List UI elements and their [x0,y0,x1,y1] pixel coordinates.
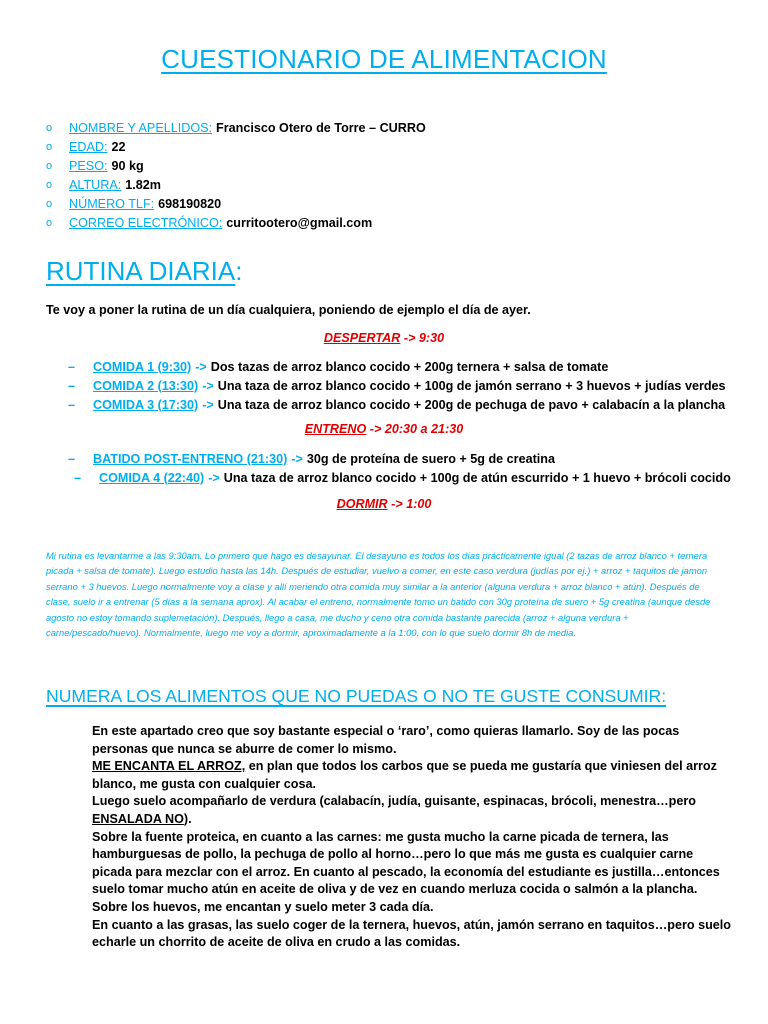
foods-paragraph-2 [92,758,732,793]
info-label: NOMBRE Y APELLIDOS: [69,120,213,135]
routine-heading [46,256,242,287]
bullet-icon: o [46,159,53,172]
sleep-value: -> 1:00 [387,497,432,511]
info-label: NÚMERO TLF: [69,196,155,211]
foods-paragraph-5: Sobre los huevos, me encantan y suelo meter 3 cada día. [92,899,434,914]
info-value: 22 [111,139,126,154]
meal-label: COMIDA 3 (17:30) [93,397,199,412]
dash-icon: – [68,359,76,374]
meal-value: Dos tazas de arroz blanco cocido + 200g ternera + salsa de tomate [210,359,609,374]
meal-value: Una taza de arroz blanco cocido + 100g de jamón serrano + 3 huevos + judías verdes [217,378,726,393]
meal-item-3 [68,395,726,414]
info-item-name [46,118,426,137]
sleep-label: DORMIR [336,497,388,511]
wake-label: DESPERTAR [323,331,401,345]
meals-list-1 [68,357,726,414]
foods-paragraph-6: En cuanto a las grasas, las suelo coger de la ternera, huevos, atún, jamón serrano en taquitos…pero suelo echarle un chorrito de aceite de oliva en crudo a las comidas. [92,917,731,950]
info-item-weight [46,156,426,175]
arrow-icon: -> [291,451,303,466]
meal-label: COMIDA 1 (9:30) [93,359,192,374]
dash-icon: – [74,470,82,485]
foods-salad-emphasis: ENSALADA NO [92,811,184,826]
routine-heading-text: RUTINA DIARIA [46,256,236,286]
info-value: 1.82m [125,177,161,192]
meal-item-2 [68,376,726,395]
info-value: Francisco Otero de Torre – CURRO [216,120,426,135]
meal-label: BATIDO POST-ENTRENO (21:30) [93,451,288,466]
foods-rice-emphasis: ME ENCANTA EL ARROZ, [92,759,246,774]
info-item-email [46,213,426,232]
foods-heading: NUMERA LOS ALIMENTOS QUE NO PUEDAS O NO TE GUSTE CONSUMIR: [46,686,667,706]
bullet-icon: o [46,197,53,210]
wake-value: -> 9:30 [400,331,445,345]
bullet-icon: o [46,178,53,191]
training-value: -> 20:30 a 21:30 [366,422,464,436]
info-label: EDAD: [69,139,108,154]
info-value: 698190820 [158,196,222,211]
meal-value: 30g de proteína de suero + 5g de creatina [306,451,555,466]
info-value: 90 kg [111,158,144,173]
foods-paragraph-3 [92,793,732,828]
meal-value: Una taza de arroz blanco cocido + 100g de atún escurrido + 1 huevo + brócoli cocido [223,470,731,485]
arrow-icon: -> [202,397,214,412]
foods-body [92,723,732,952]
bullet-icon: o [46,121,53,134]
bullet-icon: o [46,216,53,229]
info-item-phone [46,194,426,213]
routine-intro: Te voy a poner la rutina de un día cualquiera, poniendo de ejemplo el día de ayer. [46,303,531,317]
routine-heading-colon: : [235,256,243,286]
meal-value: Una taza de arroz blanco cocido + 200g de pechuga de pavo + calabacín a la plancha [217,397,726,412]
dash-icon: – [68,397,76,412]
training-time [0,422,768,436]
foods-veg-text: Luego suelo acompañarlo de verdura (calabacín, judía, guisante, espinacas, brócoli, menestra…pero [92,794,696,809]
training-label: ENTRENO [304,422,367,436]
foods-rice-text: en plan que todos los carbos que se pueda me gustaría que viniesen del arroz blanco, me gusta con cualquier cosa. [92,759,717,791]
personal-info-list [46,118,426,232]
page-title: CUESTIONARIO DE ALIMENTACION [161,44,607,74]
arrow-icon: -> [202,378,214,393]
meal-label: COMIDA 4 (22:40) [99,470,205,485]
sleep-time [0,497,768,511]
arrow-icon: -> [208,470,220,485]
meal-item-shake [68,449,731,468]
foods-veg-end: ). [183,811,192,826]
dash-icon: – [68,378,76,393]
routine-paragraph: Mi rutina es levantarme a las 9:30am. Lo primero que hago es desayunar. El desayuno es todos los días prácticamente igual (2 tazas de arroz blanco + ternera picada + salsa de tomate). Luego estudio hasta las 14h. Después de estudiar, vuelvo a comer, en este caso verdura (judías por ej.) + arroz + taquitos de jamon serrano + 3 huevos. Luego normalmente voy a clase y allí meriendo otra comida muy similar a la anterior (alguna verdura + arroz blanco + atún). Después de clase, suelo ir a entrenar (5 días a la semana aprox). Al acabar el entreno, normalmente tomo un batido con 30g proteína de suero + 5g creatina (aunque desde agosto no estoy tomando suplemetación). Después, llego a casa, me ducho y ceno otra comida bastante parecida (arroz + alguna verdura + carne/pescado/huevo). Normalmente, luego me voy a dormir, aproximadamente a la 1:00, con lo que suelo dormir 8h de media. [46,550,711,639]
info-label: PESO: [69,158,108,173]
foods-paragraph-1: En este apartado creo que soy bastante especial o ‘raro’, como quieras llamarlo. Soy de las pocas personas que nunca se aburre de comer lo mismo. [92,724,680,756]
info-label: CORREO ELECTRÓNICO: [69,215,223,230]
info-value: curritootero@gmail.com [226,215,373,230]
wake-time [0,331,768,345]
info-label: ALTURA: [69,177,122,192]
meal-label: COMIDA 2 (13:30) [93,378,199,393]
meal-item-1 [68,357,726,376]
meals-list-2 [68,449,731,487]
arrow-icon: -> [195,359,207,374]
dash-icon: – [68,451,76,466]
bullet-icon: o [46,140,53,153]
info-item-age [46,137,426,156]
foods-paragraph-4: Sobre la fuente proteica, en cuanto a las carnes: me gusta mucho la carne picada de ternera, las hamburguesas de pollo, la pechuga de pollo al horno…pero lo que más me gusta es cualquier carne picada para mezclar con el arroz. En cuanto al pescado, la economía del estudiante es justilla…entonces suelo tomar mucho atún en aceite de oliva y de vez en cuando merluza cocida o salmón a la plancha. [92,829,720,897]
info-item-height [46,175,426,194]
meal-item-4 [68,468,731,487]
